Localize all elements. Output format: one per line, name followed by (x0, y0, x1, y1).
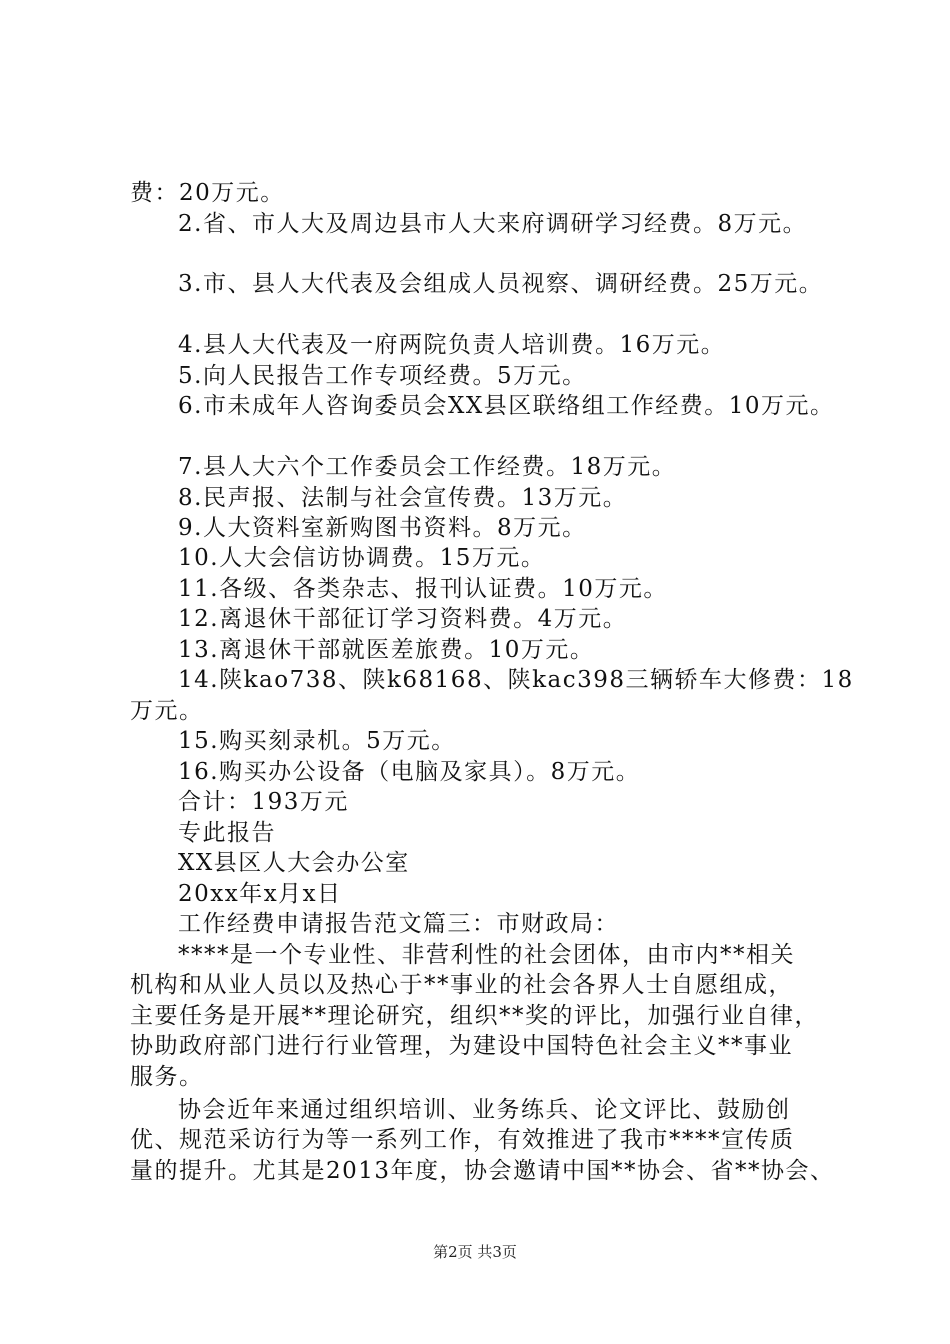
text-line: 4.县人大代表及一府两院负责人培训费。16万元。 (178, 332, 726, 358)
text-line: 费：20万元。 (130, 180, 285, 206)
text-line: 7.县人大六个工作委员会工作经费。18万元。 (178, 454, 677, 480)
text-line: 协助政府部门进行行业管理，为建设中国特色社会主义**事业 (130, 1033, 793, 1059)
text-line: 量的提升。尤其是2013年度，协会邀请中国**协会、省**协会、 (130, 1158, 835, 1184)
text-line: 优、规范采访行为等一系列工作，有效推进了我市****宣传质 (130, 1127, 795, 1153)
text-line: 2.省、市人大及周边县市人大来府调研学习经费。8万元。 (178, 211, 808, 237)
page-footer: 第2页 共3页 (433, 1243, 517, 1261)
text-line: 机构和从业人员以及热心于**事业的社会各界人士自愿组成， (130, 972, 793, 998)
text-line: 10.人大会信访协调费。15万元。 (178, 545, 546, 571)
text-line: 合计：193万元 (178, 789, 349, 815)
text-line: 14.陕kao738、陕k68168、陕kac398三辆轿车大修费：18 (178, 667, 854, 693)
text-line: 11.各级、各类杂志、报刊认证费。10万元。 (178, 576, 668, 602)
text-line: 工作经费申请报告范文篇三：市财政局： (178, 911, 619, 937)
text-line: 专此报告 (178, 820, 276, 846)
text-line: 5.向人民报告工作专项经费。5万元。 (178, 363, 587, 389)
text-line: 3.市、县人大代表及会组成人员视察、调研经费。25万元。 (178, 271, 824, 297)
text-line: 16.购买办公设备（电脑及家具）。8万元。 (178, 759, 641, 785)
text-line: ****是一个专业性、非营利性的社会团体，由市内**相关 (178, 942, 795, 968)
text-line: 6.市未成年人咨询委员会XX县区联络组工作经费。10万元。 (178, 393, 835, 419)
text-line: 9.人大资料室新购图书资料。8万元。 (178, 515, 587, 541)
text-line: 15.购买刻录机。5万元。 (178, 728, 456, 754)
text-line: 协会近年来通过组织培训、业务练兵、论文评比、鼓励创 (178, 1097, 791, 1123)
text-line: 服务。 (130, 1064, 204, 1090)
text-line: 12.离退休干部征订学习资料费。4万元。 (178, 606, 628, 632)
text-line: 8.民声报、法制与社会宣传费。13万元。 (178, 485, 628, 511)
text-line: 万元。 (130, 698, 204, 724)
text-line: XX县区人大会办公室 (178, 850, 410, 876)
text-line: 主要任务是开展**理论研究，组织**奖的评比，加强行业自律， (130, 1003, 819, 1029)
text-line: 13.离退休干部就医差旅费。10万元。 (178, 637, 595, 663)
text-line: 20xx年x月x日 (178, 881, 342, 907)
